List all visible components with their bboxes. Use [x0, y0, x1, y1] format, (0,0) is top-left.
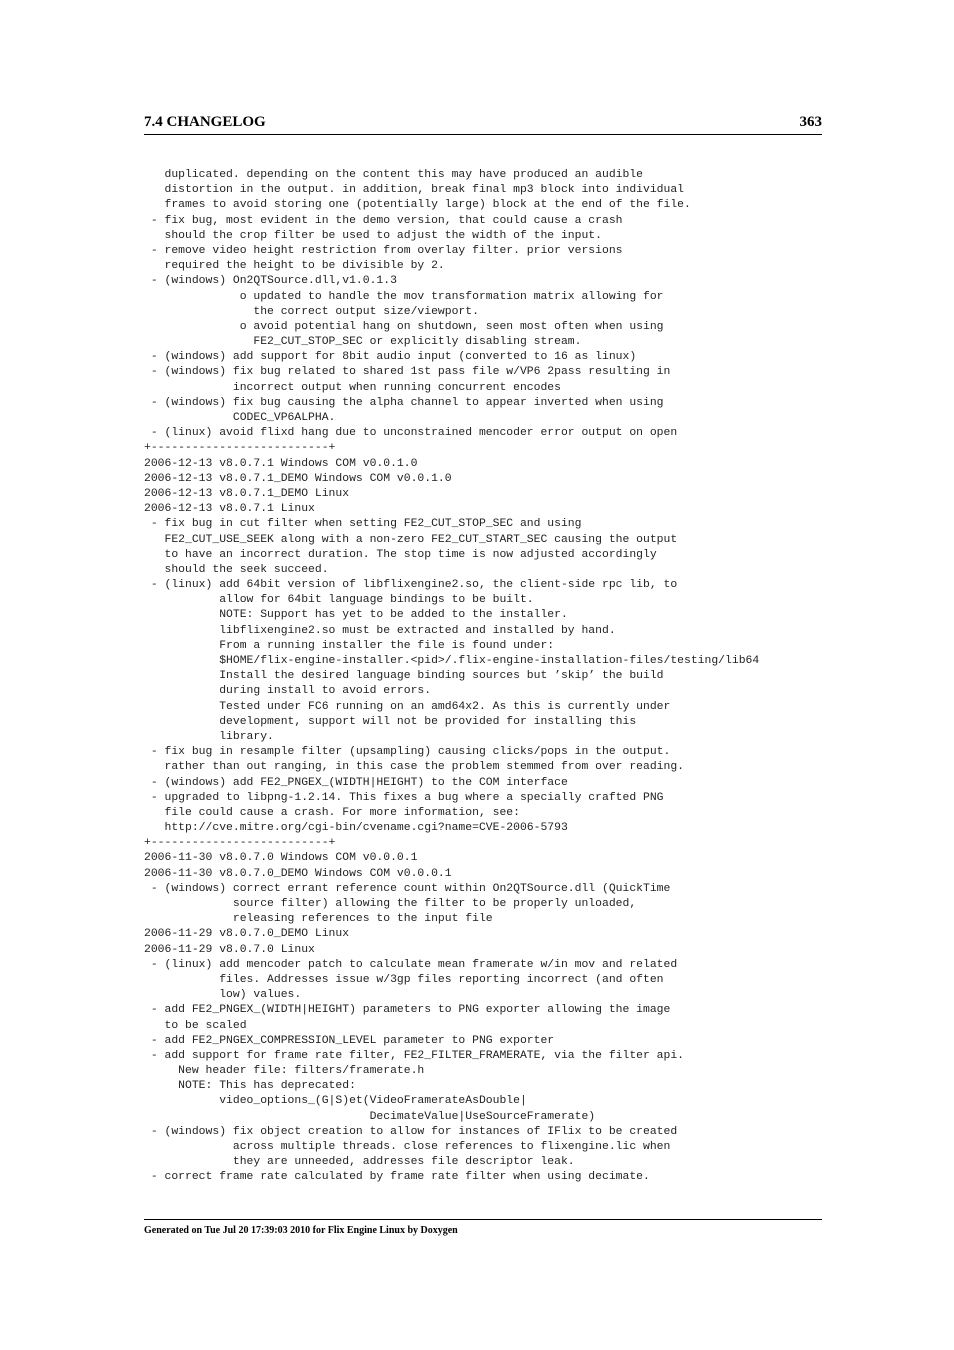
- changelog-line: - add FE2_PNGEX_(WIDTH|HEIGHT) parameters to PNG exporter allowing the image: [144, 1004, 671, 1017]
- changelog-line: rather than out ranging, in this case the problem stemmed from over reading.: [144, 761, 685, 774]
- changelog-line: Tested under FC6 running on an amd64x2. As this is currently under: [144, 700, 671, 713]
- changelog-line: 2006-11-30 v8.0.7.0_DEMO Windows COM v0.0.0.1: [144, 867, 452, 880]
- changelog-line: o avoid potential hang on shutdown, seen most often when using: [144, 320, 664, 333]
- changelog-line: incorrect output when running concurrent encodes: [144, 381, 561, 394]
- changelog-line: across multiple threads. close references to flixengine.lic when: [144, 1141, 671, 1153]
- changelog-line: to be scaled: [144, 1019, 247, 1032]
- changelog-text: [144, 168, 844, 1186]
- changelog-line: duplicated. depending on the content this may have produced an audible: [144, 169, 643, 181]
- changelog-line: the correct output size/viewport.: [144, 305, 479, 318]
- changelog-line: files. Addresses issue w/3gp files reporting incorrect (and often: [144, 973, 664, 986]
- page-header: [144, 114, 822, 135]
- changelog-line: during install to avoid errors.: [144, 685, 432, 698]
- changelog-line: development, support will not be provided for installing this: [144, 715, 637, 728]
- changelog-line: - (windows) On2QTSource.dll,v1.0.1.3: [144, 275, 397, 288]
- changelog-line: 2006-11-29 v8.0.7.0_DEMO Linux: [144, 928, 350, 941]
- changelog-line: - fix bug, most evident in the demo version, that could cause a crash: [144, 214, 623, 227]
- changelog-line: source filter) allowing the filter to be properly unloaded,: [144, 898, 637, 910]
- changelog-line: - (linux) avoid flixd hang due to unconstrained mencoder error output on open: [144, 427, 678, 440]
- changelog-line: 2006-11-30 v8.0.7.0 Windows COM v0.0.0.1: [144, 852, 418, 865]
- changelog-line: o updated to handle the mov transformation matrix allowing for: [144, 290, 664, 303]
- changelog-line: DecimateValue|UseSourceFramerate): [144, 1110, 596, 1123]
- changelog-line: libflixengine2.so must be extracted and installed by hand.: [144, 624, 616, 637]
- changelog-line: - (windows) fix bug causing the alpha channel to appear inverted when using: [144, 396, 664, 409]
- changelog-line: - upgraded to libpng-1.2.14. This fixes a bug where a specially crafted PNG: [144, 791, 664, 804]
- changelog-line: Install the desired language binding sources but ’skip’ the build: [144, 670, 664, 683]
- changelog-line: they are unneeded, addresses file descriptor leak.: [144, 1156, 575, 1169]
- changelog-line: low) values.: [144, 989, 302, 1002]
- changelog-line: frames to avoid storing one (potentially large) block at the end of the file.: [144, 199, 691, 212]
- changelog-line: - (windows) fix bug related to shared 1st pass file w/VP6 2pass resulting in: [144, 366, 671, 379]
- changelog-line: - add FE2_PNGEX_COMPRESSION_LEVEL parameter to PNG exporter: [144, 1034, 555, 1047]
- changelog-line: - (linux) add mencoder patch to calculate mean framerate w/in mov and related: [144, 958, 678, 971]
- changelog-line: - fix bug in resample filter (upsampling) causing clicks/pops in the output.: [144, 746, 671, 759]
- changelog-line: distortion in the output. in addition, break final mp3 block into individual: [144, 184, 685, 197]
- changelog-line: releasing references to the input file: [144, 913, 493, 926]
- changelog-line: http://cve.mitre.org/cgi-bin/cvename.cgi?name=CVE-2006-5793: [144, 822, 568, 835]
- changelog-line: +--------------------------+: [144, 442, 336, 455]
- changelog-line: library.: [144, 730, 274, 743]
- changelog-line: should the seek succeed.: [144, 563, 329, 576]
- changelog-line: New header file: filters/framerate.h: [144, 1065, 425, 1078]
- changelog-line: allow for 64bit language bindings to be built.: [144, 594, 534, 607]
- changelog-line: 2006-12-13 v8.0.7.1_DEMO Linux: [144, 487, 350, 500]
- changelog-line: 2006-12-13 v8.0.7.1 Linux: [144, 503, 315, 516]
- changelog-line: 2006-12-13 v8.0.7.1_DEMO Windows COM v0.0.1.0: [144, 472, 452, 485]
- changelog-line: required the height to be divisible by 2.: [144, 260, 445, 273]
- changelog-line: +--------------------------+: [144, 837, 336, 850]
- changelog-line: video_options_(G|S)et(VideoFramerateAsDouble|: [144, 1095, 527, 1108]
- changelog-line: NOTE: Support has yet to be added to the installer.: [144, 609, 568, 622]
- changelog-line: - correct frame rate calculated by frame rate filter when using decimate.: [144, 1171, 650, 1184]
- changelog-line: 2006-11-29 v8.0.7.0 Linux: [144, 943, 315, 956]
- changelog-line: From a running installer the file is found under:: [144, 639, 555, 652]
- changelog-line: 2006-12-13 v8.0.7.1 Windows COM v0.0.1.0: [144, 457, 418, 470]
- changelog-line: - (linux) add 64bit version of libflixengine2.so, the client-side rpc lib, to: [144, 579, 678, 592]
- page-number: 363: [799, 114, 822, 130]
- changelog-line: - add support for frame rate filter, FE2_FILTER_FRAMERATE, via the filter api.: [144, 1049, 685, 1062]
- section-title: 7.4 CHANGELOG: [144, 114, 266, 130]
- changelog-line: $HOME/flix-engine-installer.<pid>/.flix-engine-installation-files/testing/lib64: [144, 655, 760, 667]
- changelog-line: to have an incorrect duration. The stop time is now adjusted accordingly: [144, 548, 657, 561]
- changelog-line: FE2_CUT_STOP_SEC or explicitly disabling stream.: [144, 336, 582, 349]
- footer-divider: [144, 1219, 822, 1220]
- changelog-line: CODEC_VP6ALPHA.: [144, 412, 336, 424]
- changelog-line: file could cause a crash. For more information, see:: [144, 806, 520, 819]
- changelog-line: - (windows) add FE2_PNGEX_(WIDTH|HEIGHT) to the COM interface: [144, 776, 568, 789]
- changelog-line: - (windows) fix object creation to allow for instances of IFlix to be created: [144, 1125, 678, 1138]
- changelog-line: NOTE: This has deprecated:: [144, 1080, 356, 1093]
- changelog-line: - remove video height restriction from overlay filter. prior versions: [144, 244, 623, 257]
- changelog-line: - fix bug in cut filter when setting FE2_CUT_STOP_SEC and using: [144, 518, 582, 531]
- page-footer: Generated on Tue Jul 20 17:39:03 2010 for Flix Engine Linux by Doxygen: [144, 1225, 458, 1236]
- changelog-line: - (windows) correct errant reference count within On2QTSource.dll (QuickTime: [144, 882, 671, 895]
- changelog-line: FE2_CUT_USE_SEEK along with a non-zero FE2_CUT_START_SEC causing the output: [144, 533, 678, 546]
- changelog-line: should the crop filter be used to adjust the width of the input.: [144, 229, 602, 242]
- changelog-line: - (windows) add support for 8bit audio input (converted to 16 as linux): [144, 351, 637, 364]
